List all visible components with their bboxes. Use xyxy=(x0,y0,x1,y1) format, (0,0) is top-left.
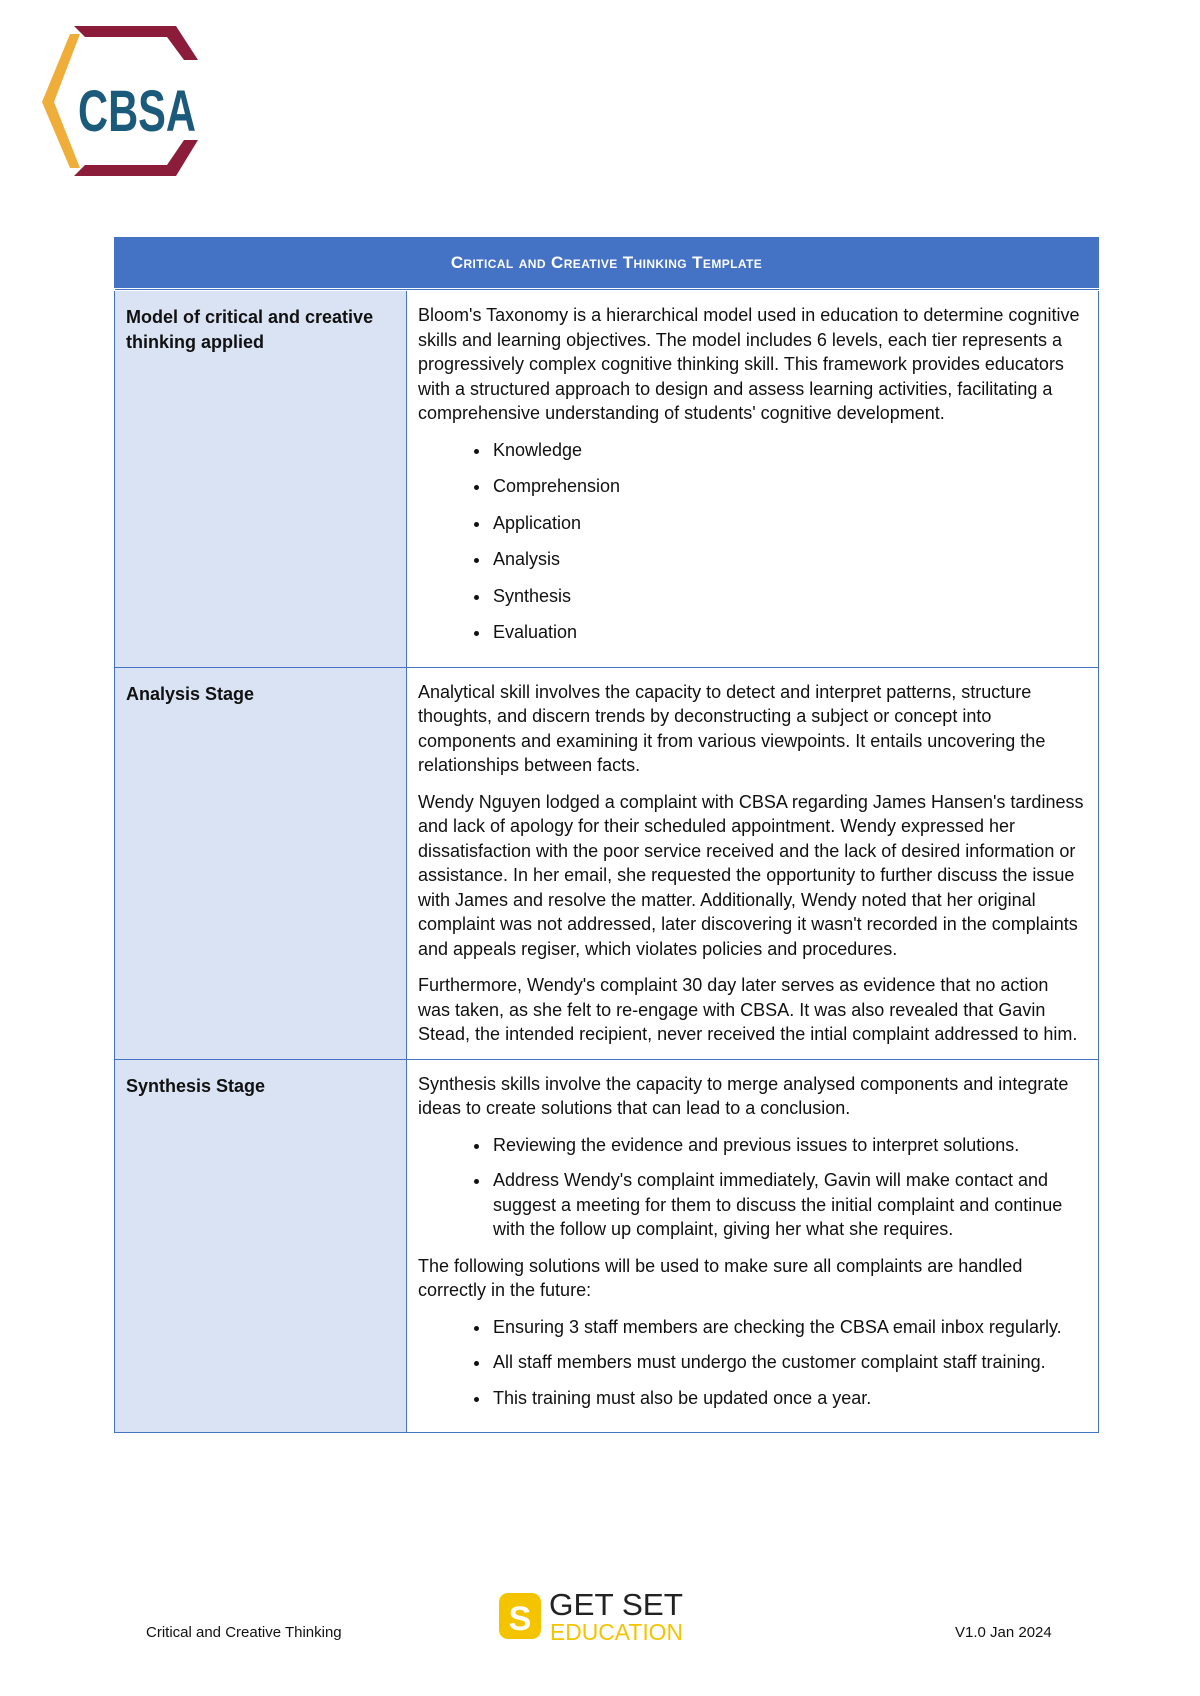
list-item: • Analysis xyxy=(491,547,1084,572)
get-set-education-logo xyxy=(497,1585,687,1645)
logo-s-icon: S xyxy=(508,1600,532,1638)
row-content-analysis xyxy=(407,667,1099,1059)
list-item: • Comprehension xyxy=(491,474,1084,499)
paragraph: Synthesis skills involve the capacity to merge analysed components and integrate ideas to create solutions that can lead to a conclusion. xyxy=(418,1073,1069,1118)
list-item: • Address Wendy's complaint immediately, Gavin will make contact and suggest a meeting for them to discuss the initial complaint and continue with the follow up complaint, giving her what she requires. xyxy=(491,1168,1084,1242)
logo-line2: EDUCATION xyxy=(550,1619,683,1645)
paragraph: Bloom's Taxonomy is a hierarchical model used in education to determine cognitive skills and learning objectives. The model includes 6 levels, each tier represents a progressively complex cognitive thinking skill. This framework provides educators with a structured approach to design and assess learning activities, facilitating a comprehensive understanding of students' cognitive development. xyxy=(418,305,1080,423)
solutions-list xyxy=(418,1133,1084,1242)
footer-title: Critical and Creative Thinking xyxy=(146,1624,342,1641)
list-item: • Evaluation xyxy=(491,620,1084,645)
list-item: • Ensuring 3 staff members are checking the CBSA email inbox regularly. xyxy=(491,1315,1084,1340)
paragraph: Wendy Nguyen lodged a complaint with CBSA regarding James Hansen's tardiness and lack of apology for their scheduled appointment. Wendy expressed her dissatisfaction with the poor service received and the lack of desired information or assistance. In her email, she requested the opportunity to further discuss the issue with James and resolve the matter. Additionally, Wendy noted that her original complaint was not addressed, later discovering it wasn't recorded in the complaints and appeals regiser, which violates policies and procedures. xyxy=(418,791,1084,959)
row-label-analysis: Analysis Stage xyxy=(115,667,407,1059)
logo-text: CBSA xyxy=(78,79,196,144)
table-row xyxy=(115,667,1099,1059)
paragraph: The following solutions will be used to make sure all complaints are handled correctly in the future: xyxy=(418,1255,1023,1300)
list-item: • Synthesis xyxy=(491,584,1084,609)
footer-version: V1.0 Jan 2024 xyxy=(955,1624,1052,1641)
table-row xyxy=(115,1059,1099,1433)
future-solutions-list xyxy=(418,1315,1084,1411)
row-content-model xyxy=(407,290,1099,668)
logo-line1: GET SET xyxy=(549,1587,684,1622)
row-content-synthesis xyxy=(407,1059,1099,1433)
cbsa-logo xyxy=(40,24,212,178)
list-item: • Application xyxy=(491,511,1084,536)
thinking-template-table xyxy=(114,237,1099,1433)
list-item: • This training must also be updated once a year. xyxy=(491,1386,1084,1411)
paragraph: Analytical skill involves the capacity to detect and interpret patterns, structure thoughts, and discern trends by deconstructing a subject or concept into components and examining it from various viewpoints. It entails uncovering the relationships between facts. xyxy=(418,681,1046,775)
table-title: Critical and Creative Thinking Template xyxy=(115,238,1099,290)
paragraph: Furthermore, Wendy's complaint 30 day later serves as evidence that no action was taken, as she felt to re-engage with CBSA. It was also revealed that Gavin Stead, the intended recipient, never received the intial complaint addressed to him. xyxy=(418,975,1078,1044)
bloom-levels-list xyxy=(418,438,1084,645)
list-item: • All staff members must undergo the customer complaint staff training. xyxy=(491,1350,1084,1375)
list-item: • Knowledge xyxy=(491,438,1084,463)
row-label-synthesis: Synthesis Stage xyxy=(115,1059,407,1433)
table-row xyxy=(115,290,1099,668)
list-item: • Reviewing the evidence and previous issues to interpret solutions. xyxy=(491,1133,1084,1158)
row-label-model: Model of critical and creative thinking applied xyxy=(115,290,407,668)
